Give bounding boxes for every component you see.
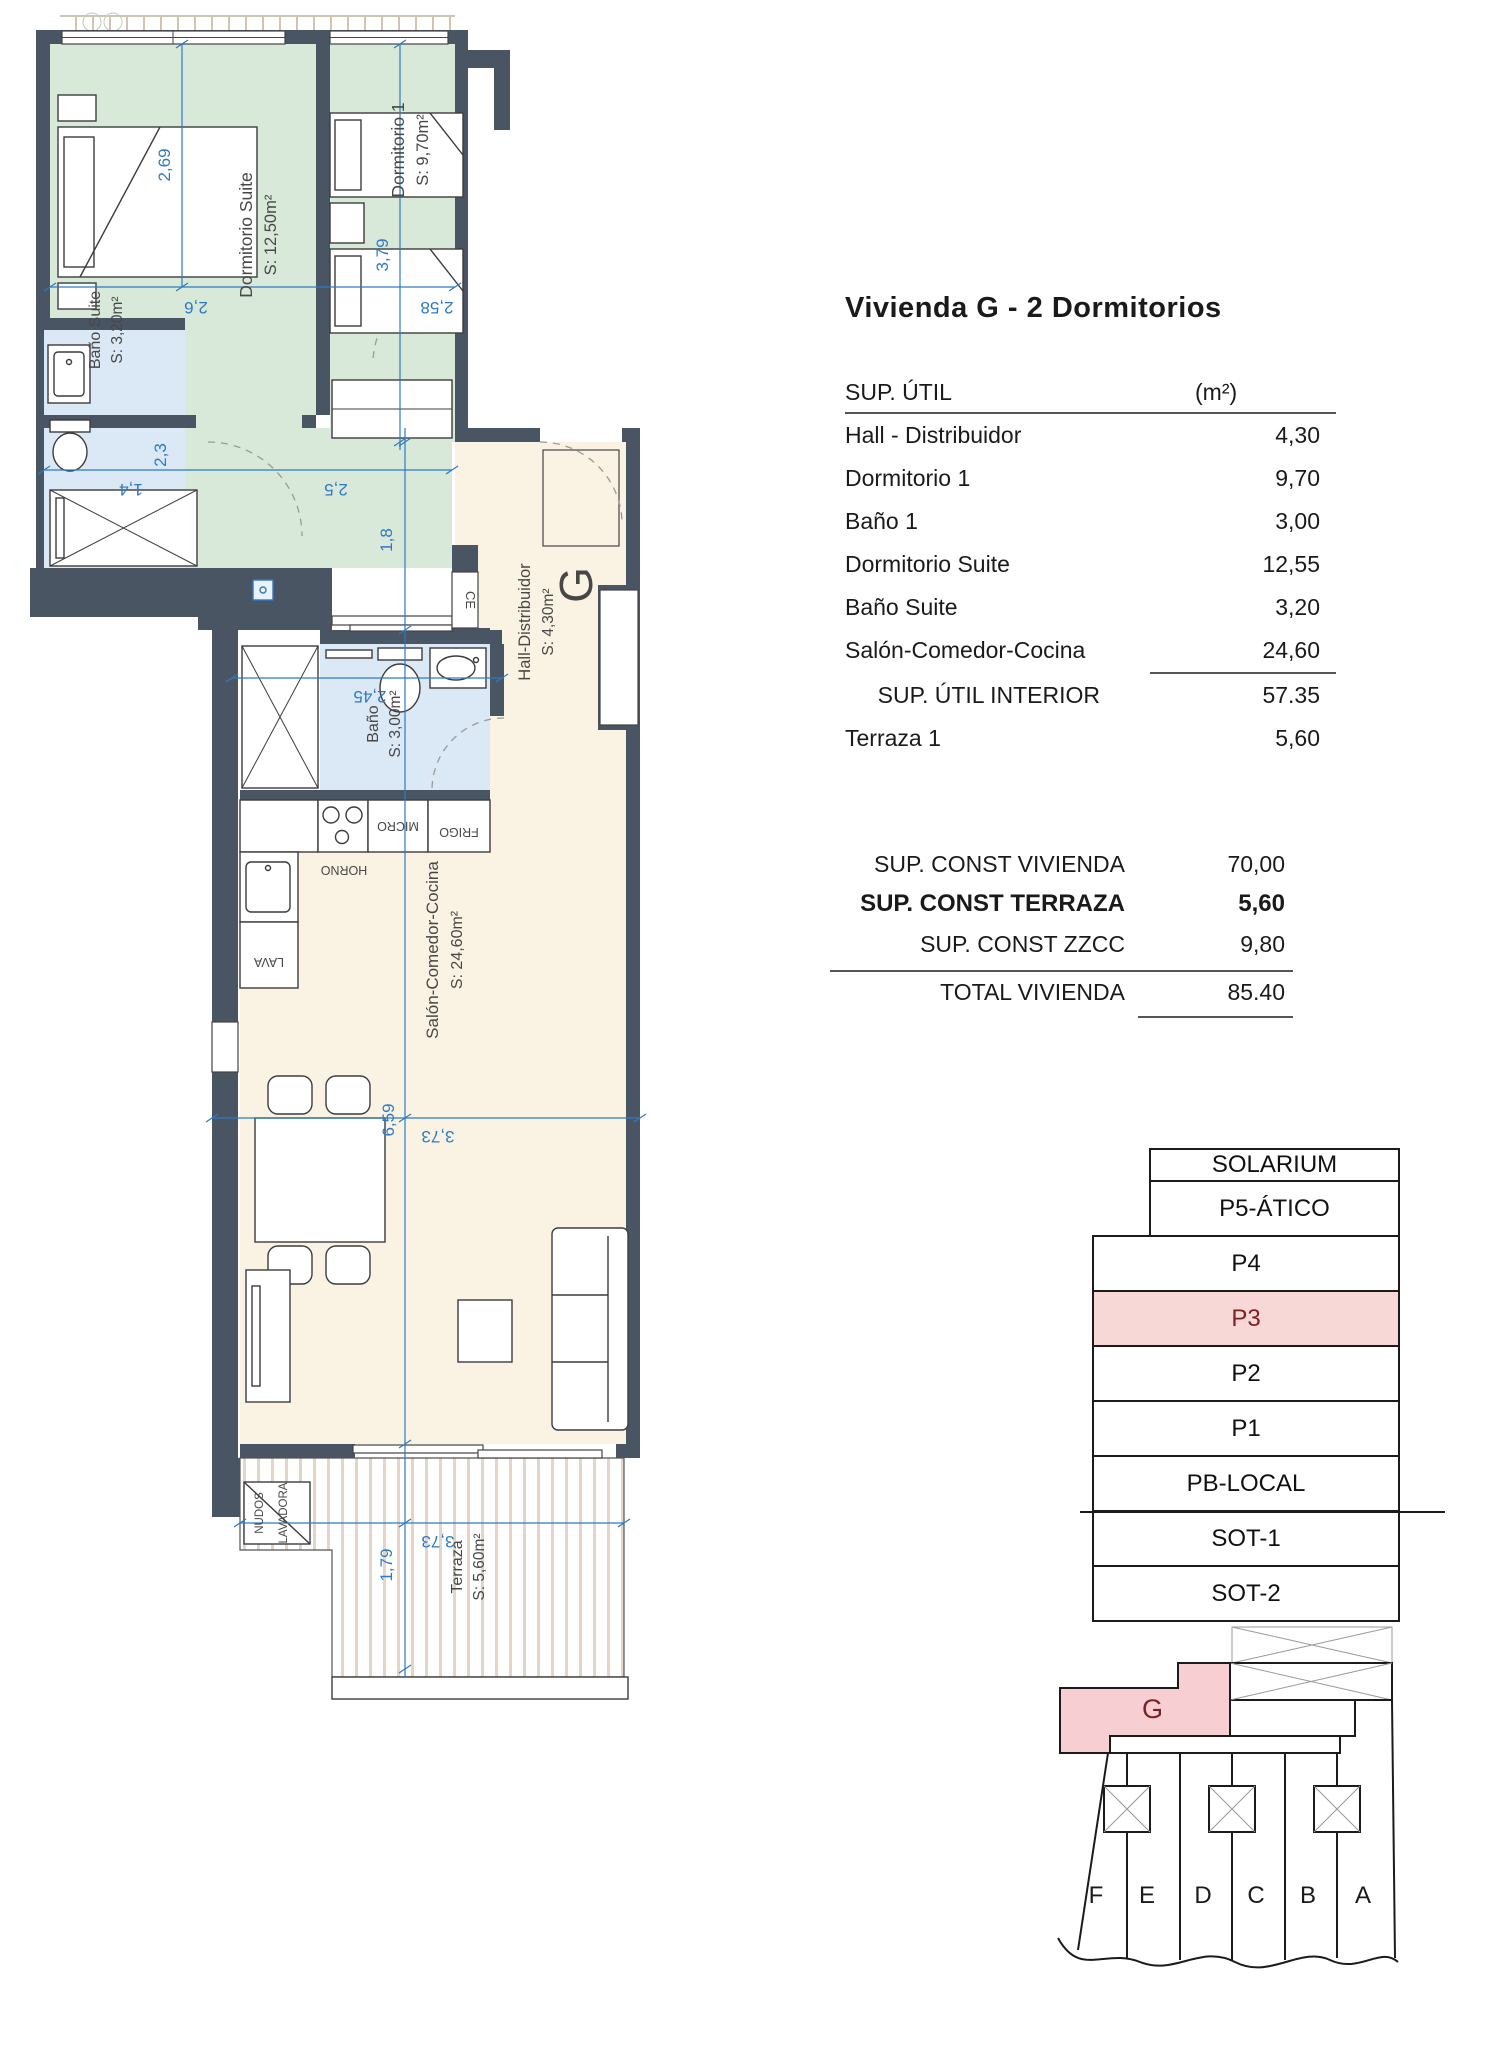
toilet-suite [50, 420, 90, 432]
entry-door-panel [543, 450, 619, 546]
svg-text:S: 3,00m²: S: 3,00m² [387, 690, 404, 758]
header-label: SUP. ÚTIL [845, 379, 952, 405]
room-corridor [185, 428, 452, 568]
parapet [332, 1677, 628, 1699]
sup-util-table [845, 370, 1336, 760]
floor-sot-2: SOT-2 [1092, 1565, 1400, 1622]
column-f: F [1088, 1882, 1104, 1909]
site-diagram [1040, 1618, 1460, 2018]
hall-niche [600, 590, 638, 725]
label-dormitorio-1: Dormitorio 1 [388, 102, 408, 198]
table-row: Dormitorio 1 9,70 [845, 465, 1320, 491]
sliding-door-hall [332, 616, 452, 625]
floor-sot-1: SOT-1 [1092, 1510, 1400, 1567]
dim-dorm1-length: 3,79 [373, 238, 392, 272]
page-title: Vivienda G - 2 Dormitorios [845, 292, 1222, 324]
table-row: Salón-Comedor-Cocina 24,60 [845, 637, 1320, 663]
table-row: Dormitorio Suite 12,55 [845, 551, 1320, 577]
label-hall: Hall-Distribuidor [516, 563, 534, 681]
svg-text:S: 4,30m²: S: 4,30m² [540, 588, 557, 656]
svg-text:S: 24,60m²: S: 24,60m² [449, 910, 466, 990]
svg-text:S: 5,60m²: S: 5,60m² [471, 1533, 488, 1601]
label-lavadora: LAVADORA [278, 1482, 290, 1544]
label-terraza: Terraza [449, 1540, 466, 1594]
column-e: E [1138, 1882, 1156, 1909]
floor-plan [0, 0, 660, 1810]
label-bano: Baño [365, 705, 382, 743]
window-salon-left [212, 1022, 238, 1072]
slider-terraza-1 [353, 1445, 483, 1453]
label-nudos: NUDOS [254, 1492, 266, 1534]
table-row: Baño Suite 3,20 [845, 594, 1320, 620]
svg-text:S: 12,50m²: S: 12,50m² [262, 194, 280, 276]
floor-p4: P4 [1092, 1235, 1400, 1292]
chair [268, 1076, 312, 1114]
table-row: Baño 1 3,00 [845, 508, 1320, 534]
unit-letter-g: G [550, 567, 602, 603]
label-frigo: FRIGO [439, 825, 479, 839]
label-horno: HORNO [320, 863, 368, 877]
table-row: SUP. CONST VIVIENDA 70,00 [874, 850, 1285, 877]
toilet-bano [378, 648, 422, 660]
chair [326, 1076, 370, 1114]
railing [60, 13, 455, 31]
sup-const-table [830, 844, 1293, 1018]
label-bano-suite: Baño Suite [87, 290, 104, 370]
label-micro: MICRO [377, 819, 419, 833]
coffee-table [458, 1300, 512, 1362]
cut-wave-line [1058, 1938, 1398, 1967]
site-structure [1058, 1627, 1398, 1967]
column-d: D [1194, 1882, 1212, 1909]
dim-bano-suite-len: 2,3 [151, 443, 170, 467]
table-row: SUP. CONST TERRAZA 5,60 [860, 890, 1285, 917]
chair [326, 1246, 370, 1284]
panel-symbol [253, 580, 273, 600]
floor-p5-atico: P5-ÁTICO [1149, 1180, 1400, 1237]
floor-p2: P2 [1092, 1345, 1400, 1402]
table-row: SUP. CONST ZZCC 9,80 [920, 930, 1285, 957]
dim-bano-suite-w: 1,4 [119, 480, 143, 499]
table-header [845, 370, 1336, 414]
nightstand [330, 203, 364, 243]
dim-suite-depth: 2,6 [184, 298, 208, 317]
subtotal-row: SUP. ÚTIL INTERIOR 57.35 [877, 682, 1320, 708]
label-ce: CE [463, 590, 478, 610]
ground-line [1080, 1511, 1445, 1513]
header-unit: (m²) [1195, 379, 1238, 405]
dim-pasillo: 2,5 [324, 480, 348, 499]
total-row: TOTAL VIVIENDA 85.40 [940, 978, 1285, 1005]
floor-stack-diagram [1092, 1148, 1400, 1622]
site-column-letters [1089, 1882, 1371, 1909]
dim-dorm1-width: 2,58 [420, 298, 454, 317]
floor-p1: P1 [1092, 1400, 1400, 1457]
column-a: A [1354, 1882, 1372, 1909]
label-lava: LAVA [253, 955, 285, 969]
hob [318, 800, 368, 852]
slider-terraza-2 [478, 1450, 602, 1458]
column-b: B [1299, 1882, 1317, 1909]
column-c: C [1247, 1882, 1265, 1909]
dishwasher [240, 922, 298, 988]
total-underline [1138, 1016, 1293, 1018]
svg-text:S: 3,20m²: S: 3,20m² [109, 296, 126, 364]
sofa [552, 1228, 628, 1430]
dim-hall-opening: 1,8 [377, 528, 396, 552]
dim-terraza-len: 1,79 [377, 1548, 396, 1582]
dining-table [255, 1118, 385, 1242]
dim-terraza-w: 3,73 [421, 1532, 455, 1551]
table-row: Terraza 1 5,60 [845, 725, 1320, 751]
label-dormitorio-suite: Dormitorio Suite [236, 172, 256, 298]
table-row: Hall - Distribuidor 4,30 [845, 422, 1320, 448]
dim-salon-w: 3,73 [421, 1127, 455, 1146]
dim-salon-len: 6,59 [379, 1103, 398, 1137]
label-salon: Salón-Comedor-Cocina [423, 861, 442, 1039]
nightstand [58, 95, 96, 121]
dim-suite-width: 2,69 [155, 148, 174, 182]
site-unit-letter: G [1142, 1694, 1164, 1724]
dim-bano-w: 2,45 [353, 687, 387, 706]
counter [240, 800, 318, 852]
floor-solarium: SOLARIUM [1149, 1148, 1400, 1182]
floor-pb-local: PB-LOCAL [1092, 1455, 1400, 1512]
svg-text:S: 9,70m²: S: 9,70m² [414, 114, 432, 186]
floor-p3-highlighted: P3 [1092, 1290, 1400, 1347]
